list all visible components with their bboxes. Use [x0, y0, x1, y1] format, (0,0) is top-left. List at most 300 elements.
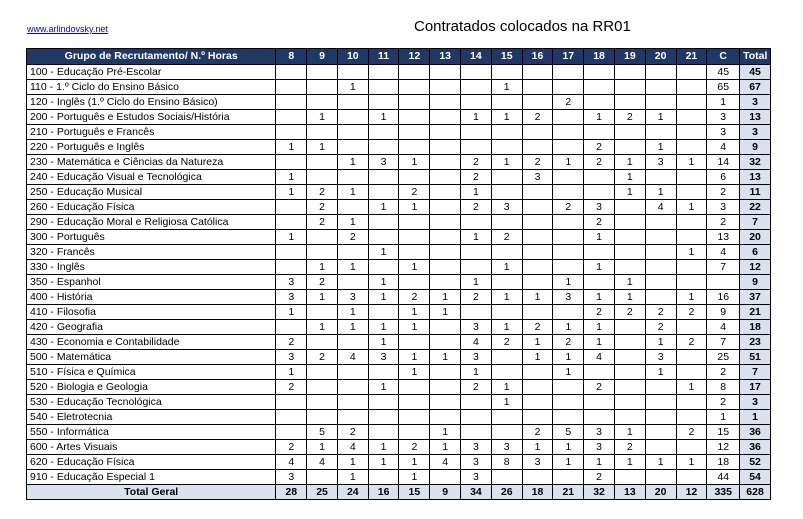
table-cell: 2	[461, 200, 492, 215]
table-cell	[461, 80, 492, 95]
column-header: 18	[584, 49, 615, 65]
table-cell	[430, 410, 461, 425]
column-header: 9	[307, 49, 338, 65]
table-cell	[614, 80, 645, 95]
table-cell: 1	[614, 275, 645, 290]
table-cell: 1	[430, 440, 461, 455]
table-cell: 1	[337, 470, 368, 485]
table-cell	[307, 365, 338, 380]
page-title: Contratados colocados na RR01	[414, 18, 631, 35]
table-row	[27, 80, 771, 95]
table-header	[27, 49, 771, 65]
group-label: 410 - Filosofia	[27, 305, 276, 320]
table-cell: 4	[461, 335, 492, 350]
table-cell	[307, 410, 338, 425]
row-total: 37	[740, 290, 771, 305]
table-cell	[645, 125, 676, 140]
table-cell	[645, 425, 676, 440]
table-cell: 1	[307, 440, 338, 455]
total-row	[27, 485, 771, 500]
table-cell	[614, 380, 645, 395]
table-cell	[276, 110, 307, 125]
table-cell: 1	[645, 140, 676, 155]
table-cell: 1	[368, 335, 399, 350]
table-cell: 2	[707, 365, 740, 380]
table-cell	[276, 395, 307, 410]
table-cell	[584, 365, 615, 380]
table-cell: 1	[645, 110, 676, 125]
table-cell	[614, 95, 645, 110]
table-cell	[614, 335, 645, 350]
total-cell: 21	[553, 485, 584, 500]
table-cell: 1	[399, 470, 430, 485]
table-cell: 1	[399, 350, 430, 365]
table-cell	[645, 95, 676, 110]
table-cell	[522, 200, 553, 215]
table-cell	[491, 125, 522, 140]
table-cell	[491, 215, 522, 230]
table-cell	[522, 275, 553, 290]
table-cell: 1	[553, 155, 584, 170]
table-cell	[614, 260, 645, 275]
column-header: 19	[614, 49, 645, 65]
table-cell: 1	[707, 410, 740, 425]
table-cell	[430, 275, 461, 290]
table-cell	[307, 95, 338, 110]
table-cell: 2	[584, 305, 615, 320]
row-total: 12	[740, 260, 771, 275]
group-label: 100 - Educação Pré-Escolar	[27, 65, 276, 80]
table-cell	[368, 395, 399, 410]
table-cell	[522, 410, 553, 425]
table-row	[27, 350, 771, 365]
total-cell: 13	[614, 485, 645, 500]
column-header: 21	[676, 49, 707, 65]
row-total: 7	[740, 365, 771, 380]
table-cell	[614, 215, 645, 230]
table-cell	[276, 125, 307, 140]
table-cell	[430, 185, 461, 200]
table-cell: 3	[584, 425, 615, 440]
table-row	[27, 290, 771, 305]
table-cell: 1	[676, 200, 707, 215]
table-cell: 1	[461, 185, 492, 200]
table-cell	[430, 125, 461, 140]
table-cell	[553, 380, 584, 395]
table-row	[27, 155, 771, 170]
table-cell	[337, 245, 368, 260]
column-header: 20	[645, 49, 676, 65]
table-cell	[522, 380, 553, 395]
table-row	[27, 410, 771, 425]
table-cell	[276, 245, 307, 260]
table-cell: 2	[584, 470, 615, 485]
table-cell	[337, 410, 368, 425]
table-cell: 1	[491, 260, 522, 275]
group-label: 210 - Português e Francês	[27, 125, 276, 140]
table-cell: 1	[676, 290, 707, 305]
table-cell	[491, 365, 522, 380]
group-label: 250 - Educação Musical	[27, 185, 276, 200]
table-cell: 2	[584, 380, 615, 395]
table-cell	[368, 215, 399, 230]
table-row	[27, 440, 771, 455]
table-cell: 3	[707, 110, 740, 125]
table-cell: 1	[276, 305, 307, 320]
row-total: 3	[740, 395, 771, 410]
table-cell: 2	[707, 395, 740, 410]
group-label: 110 - 1.º Ciclo do Ensino Básico	[27, 80, 276, 95]
table-cell	[399, 410, 430, 425]
table-cell	[399, 110, 430, 125]
table-cell	[399, 395, 430, 410]
table-cell	[491, 470, 522, 485]
table-cell	[522, 215, 553, 230]
table-cell	[676, 350, 707, 365]
table-row	[27, 455, 771, 470]
table-cell	[368, 365, 399, 380]
table-cell: 2	[461, 170, 492, 185]
table-cell: 1	[461, 110, 492, 125]
table-cell	[584, 95, 615, 110]
table-cell	[337, 365, 368, 380]
table-cell: 2	[276, 440, 307, 455]
group-label: 290 - Educação Moral e Religiosa Católica	[27, 215, 276, 230]
table-row	[27, 200, 771, 215]
table-row	[27, 125, 771, 140]
table-cell: 8	[707, 380, 740, 395]
table-cell: 2	[522, 320, 553, 335]
table-cell	[553, 65, 584, 80]
table-cell: 1	[584, 335, 615, 350]
table-cell: 2	[584, 215, 615, 230]
table-cell: 1	[337, 185, 368, 200]
group-label: 600 - Artes Visuais	[27, 440, 276, 455]
table-cell	[368, 185, 399, 200]
table-cell: 2	[707, 215, 740, 230]
table-cell: 4	[707, 320, 740, 335]
table-cell	[461, 140, 492, 155]
table-cell	[676, 470, 707, 485]
total-cell: 15	[399, 485, 430, 500]
table-cell	[676, 260, 707, 275]
table-cell: 1	[676, 155, 707, 170]
table-cell: 3	[276, 470, 307, 485]
table-cell	[368, 230, 399, 245]
table-cell	[522, 230, 553, 245]
column-header: C	[707, 49, 740, 65]
row-total: 36	[740, 440, 771, 455]
table-cell	[645, 410, 676, 425]
row-total: 7	[740, 215, 771, 230]
total-cell: 335	[707, 485, 740, 500]
table-cell: 14	[707, 155, 740, 170]
table-cell: 4	[337, 440, 368, 455]
table-cell	[676, 185, 707, 200]
table-cell: 3	[276, 275, 307, 290]
table-cell: 1	[430, 350, 461, 365]
table-row	[27, 110, 771, 125]
table-cell: 3	[276, 290, 307, 305]
table-cell	[307, 380, 338, 395]
table-cell	[522, 395, 553, 410]
table-cell	[522, 365, 553, 380]
table-cell: 1	[337, 260, 368, 275]
table-cell: 2	[553, 95, 584, 110]
table-cell: 2	[676, 335, 707, 350]
table-cell: 1	[491, 320, 522, 335]
table-cell: 1	[337, 215, 368, 230]
table-cell: 2	[676, 425, 707, 440]
table-cell	[614, 320, 645, 335]
table-cell: 1	[553, 275, 584, 290]
table-cell: 1	[307, 260, 338, 275]
table-cell	[676, 215, 707, 230]
table-cell: 1	[584, 455, 615, 470]
table-cell	[399, 275, 430, 290]
table-cell: 3	[337, 290, 368, 305]
table-cell: 4	[707, 140, 740, 155]
table-cell: 1	[399, 320, 430, 335]
table-cell: 1	[553, 320, 584, 335]
table-cell: 25	[707, 350, 740, 365]
table-row	[27, 65, 771, 80]
table-cell: 1	[676, 380, 707, 395]
table-cell	[337, 335, 368, 350]
table-cell: 3	[368, 155, 399, 170]
table-cell: 1	[399, 260, 430, 275]
table-cell	[430, 230, 461, 245]
table-row	[27, 260, 771, 275]
table-cell	[307, 245, 338, 260]
site-link[interactable]: www.arlindovsky.net	[27, 24, 108, 34]
table-cell	[461, 305, 492, 320]
table-cell: 1	[491, 290, 522, 305]
table-cell	[645, 230, 676, 245]
table-cell	[399, 125, 430, 140]
table-cell	[614, 350, 645, 365]
table-cell: 1	[522, 335, 553, 350]
column-header: Total	[740, 49, 771, 65]
table-cell	[337, 395, 368, 410]
table-cell	[337, 275, 368, 290]
column-header: 17	[553, 49, 584, 65]
table-cell	[461, 65, 492, 80]
table-cell: 13	[707, 230, 740, 245]
table-cell	[491, 410, 522, 425]
table-cell: 1	[584, 230, 615, 245]
total-cell: 12	[676, 485, 707, 500]
table-footer	[27, 485, 771, 500]
table-cell	[491, 95, 522, 110]
table-cell	[430, 110, 461, 125]
table-cell: 2	[307, 215, 338, 230]
table-cell: 2	[614, 440, 645, 455]
table-cell	[337, 110, 368, 125]
table-cell	[461, 425, 492, 440]
table-cell: 3	[461, 320, 492, 335]
table-cell: 3	[584, 440, 615, 455]
table-cell	[307, 155, 338, 170]
table-cell: 2	[522, 110, 553, 125]
column-header: 16	[522, 49, 553, 65]
table-cell: 3	[461, 470, 492, 485]
table-cell	[430, 335, 461, 350]
total-cell: 628	[740, 485, 771, 500]
table-cell	[399, 245, 430, 260]
table-cell	[276, 410, 307, 425]
table-cell: 3	[522, 455, 553, 470]
table-cell	[399, 95, 430, 110]
table-cell: 1	[430, 305, 461, 320]
table-cell	[645, 395, 676, 410]
table-cell	[584, 170, 615, 185]
table-cell	[676, 125, 707, 140]
table-cell	[676, 320, 707, 335]
table-row	[27, 140, 771, 155]
table-cell	[553, 230, 584, 245]
table-cell: 2	[307, 350, 338, 365]
table-cell	[645, 290, 676, 305]
table-cell	[430, 170, 461, 185]
table-cell	[553, 245, 584, 260]
table-cell: 2	[337, 230, 368, 245]
table-cell	[307, 395, 338, 410]
table-cell	[276, 260, 307, 275]
table-cell	[399, 425, 430, 440]
table-cell: 3	[461, 440, 492, 455]
table-cell	[430, 320, 461, 335]
group-label: 400 - História	[27, 290, 276, 305]
group-label: 220 - Português e Inglês	[27, 140, 276, 155]
table-cell: 1	[645, 455, 676, 470]
table-cell	[645, 65, 676, 80]
table-cell: 1	[584, 110, 615, 125]
table-cell: 1	[368, 275, 399, 290]
table-cell	[522, 260, 553, 275]
table-cell	[399, 230, 430, 245]
table-cell	[368, 140, 399, 155]
table-cell: 1	[307, 140, 338, 155]
table-cell: 2	[399, 290, 430, 305]
table-row	[27, 380, 771, 395]
group-label: 320 - Francês	[27, 245, 276, 260]
table-cell: 4	[307, 455, 338, 470]
table-cell: 3	[368, 350, 399, 365]
table-cell	[614, 365, 645, 380]
table-cell	[614, 470, 645, 485]
row-total: 1	[740, 410, 771, 425]
table-cell	[645, 80, 676, 95]
table-cell	[461, 410, 492, 425]
table-cell	[676, 140, 707, 155]
table-cell	[276, 215, 307, 230]
table-cell	[337, 95, 368, 110]
table-cell	[276, 155, 307, 170]
total-cell: 18	[522, 485, 553, 500]
table-cell	[276, 200, 307, 215]
table-cell: 1	[614, 290, 645, 305]
group-label: 540 - Eletrotecnia	[27, 410, 276, 425]
table-cell	[430, 140, 461, 155]
table-cell: 1	[399, 305, 430, 320]
table-cell: 1	[430, 425, 461, 440]
table-cell: 16	[707, 290, 740, 305]
table-cell: 1	[614, 425, 645, 440]
table-cell	[337, 380, 368, 395]
table-cell	[399, 65, 430, 80]
table-cell: 1	[399, 200, 430, 215]
column-header: 8	[276, 49, 307, 65]
table-cell: 1	[645, 335, 676, 350]
table-cell: 2	[399, 185, 430, 200]
table-cell: 7	[707, 260, 740, 275]
table-cell	[399, 215, 430, 230]
table-cell	[614, 395, 645, 410]
group-label: 500 - Matemática	[27, 350, 276, 365]
table-cell: 5	[307, 425, 338, 440]
table-cell: 4	[276, 455, 307, 470]
group-label: 240 - Educação Visual e Tecnológica	[27, 170, 276, 185]
row-total: 36	[740, 425, 771, 440]
table-cell	[399, 380, 430, 395]
column-header: 13	[430, 49, 461, 65]
table-cell: 2	[491, 230, 522, 245]
row-total: 51	[740, 350, 771, 365]
table-cell: 1	[614, 155, 645, 170]
table-cell: 1	[399, 155, 430, 170]
table-cell: 2	[276, 380, 307, 395]
table-cell: 3	[276, 350, 307, 365]
table-cell	[522, 185, 553, 200]
table-cell: 1	[337, 80, 368, 95]
table-cell	[584, 275, 615, 290]
group-label: 420 - Geografia	[27, 320, 276, 335]
table-cell: 15	[707, 425, 740, 440]
table-cell: 1	[553, 350, 584, 365]
table-cell	[337, 170, 368, 185]
table-cell	[553, 140, 584, 155]
group-label: 430 - Economia e Contabilidade	[27, 335, 276, 350]
table-cell	[307, 80, 338, 95]
table-cell: 2	[307, 200, 338, 215]
row-total: 13	[740, 170, 771, 185]
table-cell: 1	[276, 230, 307, 245]
column-header: 12	[399, 49, 430, 65]
table-cell: 12	[707, 440, 740, 455]
table-cell	[491, 65, 522, 80]
table-cell	[461, 125, 492, 140]
table-cell: 1	[491, 380, 522, 395]
table-cell: 1	[337, 455, 368, 470]
table-row	[27, 320, 771, 335]
table-cell	[491, 350, 522, 365]
total-cell: 28	[276, 485, 307, 500]
recruitment-table	[26, 48, 771, 500]
table-cell	[676, 80, 707, 95]
table-cell	[461, 215, 492, 230]
table-cell	[522, 65, 553, 80]
table-cell	[276, 425, 307, 440]
group-label: 530 - Educação Tecnológica	[27, 395, 276, 410]
row-total: 18	[740, 320, 771, 335]
row-total: 13	[740, 110, 771, 125]
table-cell	[553, 215, 584, 230]
table-cell: 2	[522, 425, 553, 440]
table-cell	[553, 395, 584, 410]
table-cell: 1	[368, 320, 399, 335]
table-cell: 1	[522, 350, 553, 365]
